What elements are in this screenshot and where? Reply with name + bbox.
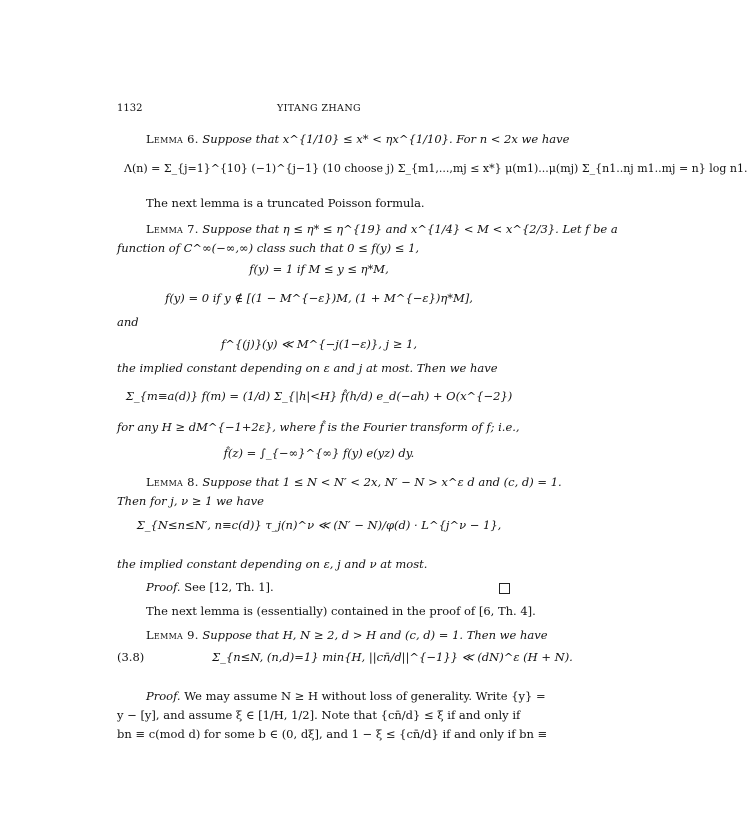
lemma9-eq: Σ_{n≤N, (n,d)=1} min{H, ||cn̄/d||^{−1}} ≪ (dN)^ε (H + N).	[212, 650, 573, 664]
lemma8-eq: Σ_{N≤n≤N′, n≡c(d)} τ_j(n)^ν ≪ (N′ − N)/φ(d) · L^{j^ν − 1},	[136, 518, 502, 532]
lemma8-statement-line2: Then for j, ν ≥ 1 we have	[117, 494, 264, 508]
lemma6-formula: Λ(n) = Σ_{j=1}^{10} (−1)^{j−1} (10 choose j) Σ_{m1,...,mj ≤ x*} μ(m1)...μ(mj) Σ_{n1..nj m1..mj = n} log n1.	[124, 162, 748, 175]
lemma9-proof-label: Proof.	[146, 689, 181, 703]
intro-lemma9: The next lemma is (essentially) contained in the proof of [6, Th. 4].	[146, 604, 536, 618]
lemma7-eq1: f(y) = 1 if M ≤ y ≤ η*M,	[249, 262, 389, 276]
lemma6-statement	[146, 132, 569, 146]
page-number: 1132	[117, 103, 143, 114]
lemma7-eq3: f^{(j)}(y) ≪ M^{−j(1−ε)}, j ≥ 1,	[220, 337, 418, 351]
lemma7-statement-line1	[146, 222, 618, 236]
lemma9-statement	[146, 628, 548, 642]
lemma9-proof-text-1: We may assume N ≥ H without loss of generality. Write {y} =	[184, 689, 546, 703]
lemma8-text-implied: the implied constant depending on ε, j and ν at most.	[117, 557, 428, 571]
lemma8-proof	[146, 580, 274, 594]
lemma6-label: Lemma 6.	[146, 132, 199, 146]
lemma9-proof-line1	[146, 689, 546, 703]
lemma7-and: and	[117, 315, 139, 329]
lemma7-eq5: f̂(z) = ∫_{−∞}^{∞} f(y) e(yz) dy.	[223, 446, 415, 460]
lemma9-proof-line2: y − [y], and assume ξ ∈ [1/H, 1/2]. Note that {cn̄/d} ≤ ξ if and only if	[117, 708, 521, 722]
lemma9-text: Suppose that H, N ≥ 2, d > H and (c, d) = 1. Then we have	[202, 628, 548, 642]
lemma7-eq4: Σ_{m≡a(d)} f(m) = (1/d) Σ_{|h|<H} f̂(h/d) e_d(−ah) + O(x^{−2})	[125, 389, 513, 403]
lemma7-text-any: for any H ≥ dM^{−1+2ε}, where f̂ is the Fourier transform of f; i.e.,	[117, 420, 520, 434]
lemma7-statement-line2: function of C^∞(−∞,∞) class such that 0 ≤ f(y) ≤ 1,	[117, 241, 420, 255]
equation-number-3-8: (3.8)	[117, 650, 145, 664]
running-title: YITANG ZHANG	[276, 103, 362, 114]
lemma9-label: Lemma 9.	[146, 628, 199, 642]
lemma7-text-1: Suppose that η ≤ η* ≤ η^{19} and x^{1/4} < M < x^{2/3}. Let f be a	[202, 222, 618, 236]
lemma8-proof-label: Proof.	[146, 580, 181, 594]
lemma7-text-implied: the implied constant depending on ε and j at most. Then we have	[117, 361, 498, 375]
lemma8-label: Lemma 8.	[146, 475, 199, 489]
lemma6-text: Suppose that x^{1/10} ≤ x* < ηx^{1/10}. For n < 2x we have	[202, 132, 570, 146]
lemma8-statement-line1	[146, 475, 562, 489]
lemma8-text-1: Suppose that 1 ≤ N < N′ < 2x, N′ − N > x^ε d and (c, d) = 1.	[202, 475, 562, 489]
lemma7-eq2: f(y) = 0 if y ∉ [(1 − M^{−ε})M, (1 + M^{−ε})η*M],	[165, 291, 473, 305]
lemma7-label: Lemma 7.	[146, 222, 199, 236]
lemma9-proof-line3: bn ≡ c(mod d) for some b ∈ (0, dξ], and 1 − ξ ≤ {cn̄/d} if and only if bn ≡	[117, 727, 548, 741]
qed-square-icon	[499, 583, 510, 594]
lemma8-proof-text: See [12, Th. 1].	[184, 580, 274, 594]
intro-lemma7: The next lemma is a truncated Poisson formula.	[146, 196, 425, 210]
